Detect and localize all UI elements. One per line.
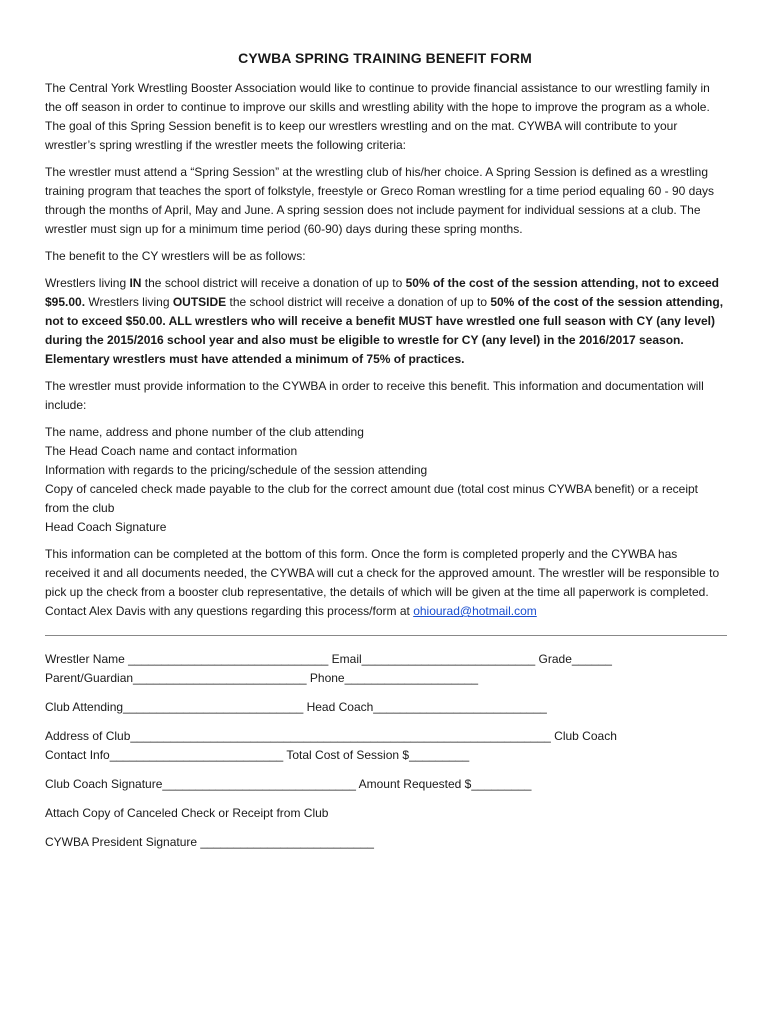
criteria-paragraph: The wrestler must attend a “Spring Session” at the wrestling club of his/her choice. A Spring Session is defined as a wrestling training program that teaches the sport of folkstyle, freestyle or Greco Roman wrestling for a time period equaling 60 - 90 days through the months of April, May and June. A spring session does not include payment for individual sessions at a club. The wrestler must sign up for a minimum time period (60-90) days during these spring months. bbox=[45, 165, 714, 236]
info-intro: The wrestler must provide information to the CYWBA in order to receive this benefit. This information and documentation will include: bbox=[45, 379, 704, 412]
benefit-text-4: the school district will receive a donation of up to bbox=[226, 295, 491, 309]
form-group-attach bbox=[45, 804, 725, 823]
benefit-text-3: Wrestlers living bbox=[85, 295, 173, 309]
form-group-club bbox=[45, 698, 725, 717]
benefit-outside-bold: OUTSIDE bbox=[172, 295, 227, 309]
form-group-signature bbox=[45, 775, 725, 794]
info-item: Copy of canceled check made payable to the club for the correct amount due (total cost minus CYWBA benefit) or a receipt from the club bbox=[45, 482, 699, 515]
form-group-president bbox=[45, 833, 725, 852]
form-line-contact-cost[interactable]: Contact Info__________________________ Total Cost of Session $_________ bbox=[45, 748, 470, 762]
form-line-club-headcoach[interactable]: Club Attending___________________________ Head Coach__________________________ bbox=[45, 700, 547, 714]
intro-paragraph: The Central York Wrestling Booster Association would like to continue to provide financial assistance to our wrestling family in the off season in order to continue to improve our skills and wrestling ability with the hope to improve the program as a whole. The goal of this Spring Session benefit is to keep our wrestlers wrestling and on the mat. CYWBA will contribute to your wrestler’s spring wrestling if the wrestler meets the following criteria: bbox=[45, 81, 710, 152]
form-group-address bbox=[45, 727, 725, 765]
form-line-wrestler-email-grade[interactable]: Wrestler Name ______________________________ Email__________________________ Grade______ bbox=[45, 652, 612, 666]
form-line-club-address[interactable]: Address of Club_______________________________________________________________ Club Coach bbox=[45, 729, 617, 743]
form-line-attach-note: Attach Copy of Canceled Check or Receipt from Club bbox=[45, 806, 329, 820]
benefit-intro: The benefit to the CY wrestlers will be as follows: bbox=[45, 249, 306, 263]
form-title: CYWBA SPRING TRAINING BENEFIT FORM bbox=[238, 50, 532, 66]
form-line-parent-phone[interactable]: Parent/Guardian__________________________ Phone____________________ bbox=[45, 671, 479, 685]
completion-paragraph bbox=[45, 545, 725, 621]
info-list bbox=[45, 423, 725, 537]
section-divider bbox=[45, 635, 727, 636]
form-group-wrestler bbox=[45, 650, 725, 688]
info-item: The name, address and phone number of the club attending bbox=[45, 425, 364, 439]
document-page bbox=[45, 50, 725, 862]
benefit-outside-amount: 50% of the cost of the session attending, not to exceed $50.00. ALL wrestlers who will receive a benefit MUST have wrestled one full season with CY (any level) during the 2015/2016 school year and also must be eligible to wrestle for CY (any level) in the 2016/2017 season. Elementary wrestlers must have attended a minimum of 75% of practices. bbox=[45, 295, 724, 366]
info-item: Head Coach Signature bbox=[45, 520, 167, 534]
benefit-paragraph bbox=[45, 274, 725, 369]
contact-email-link[interactable]: ohiourad@hotmail.com bbox=[413, 604, 537, 618]
benefit-form-fields bbox=[45, 650, 725, 852]
form-line-president-signature[interactable]: CYWBA President Signature __________________________ bbox=[45, 835, 374, 849]
form-line-coach-signature-amount[interactable]: Club Coach Signature_____________________________ Amount Requested $_________ bbox=[45, 777, 532, 791]
info-item: Information with regards to the pricing/schedule of the session attending bbox=[45, 463, 428, 477]
benefit-in-amount: 50% of the cost of the session attending, not to exceed $95.00. bbox=[45, 276, 719, 309]
benefit-in-bold: IN bbox=[129, 276, 142, 290]
benefit-text-1: Wrestlers living bbox=[45, 276, 130, 290]
info-item: The Head Coach name and contact information bbox=[45, 444, 298, 458]
completion-text: This information can be completed at the bottom of this form. Once the form is completed properly and the CYWBA has received it and all documents needed, the CYWBA will cut a check for the approved amount. The wrestler will be responsible to pick up the check from a booster club representative, the details of which will be given at the time all paperwork is completed. Contact Alex Davis with any questions regarding this process/form at bbox=[45, 547, 720, 618]
benefit-text-2: the school district will receive a donation of up to bbox=[141, 276, 406, 290]
